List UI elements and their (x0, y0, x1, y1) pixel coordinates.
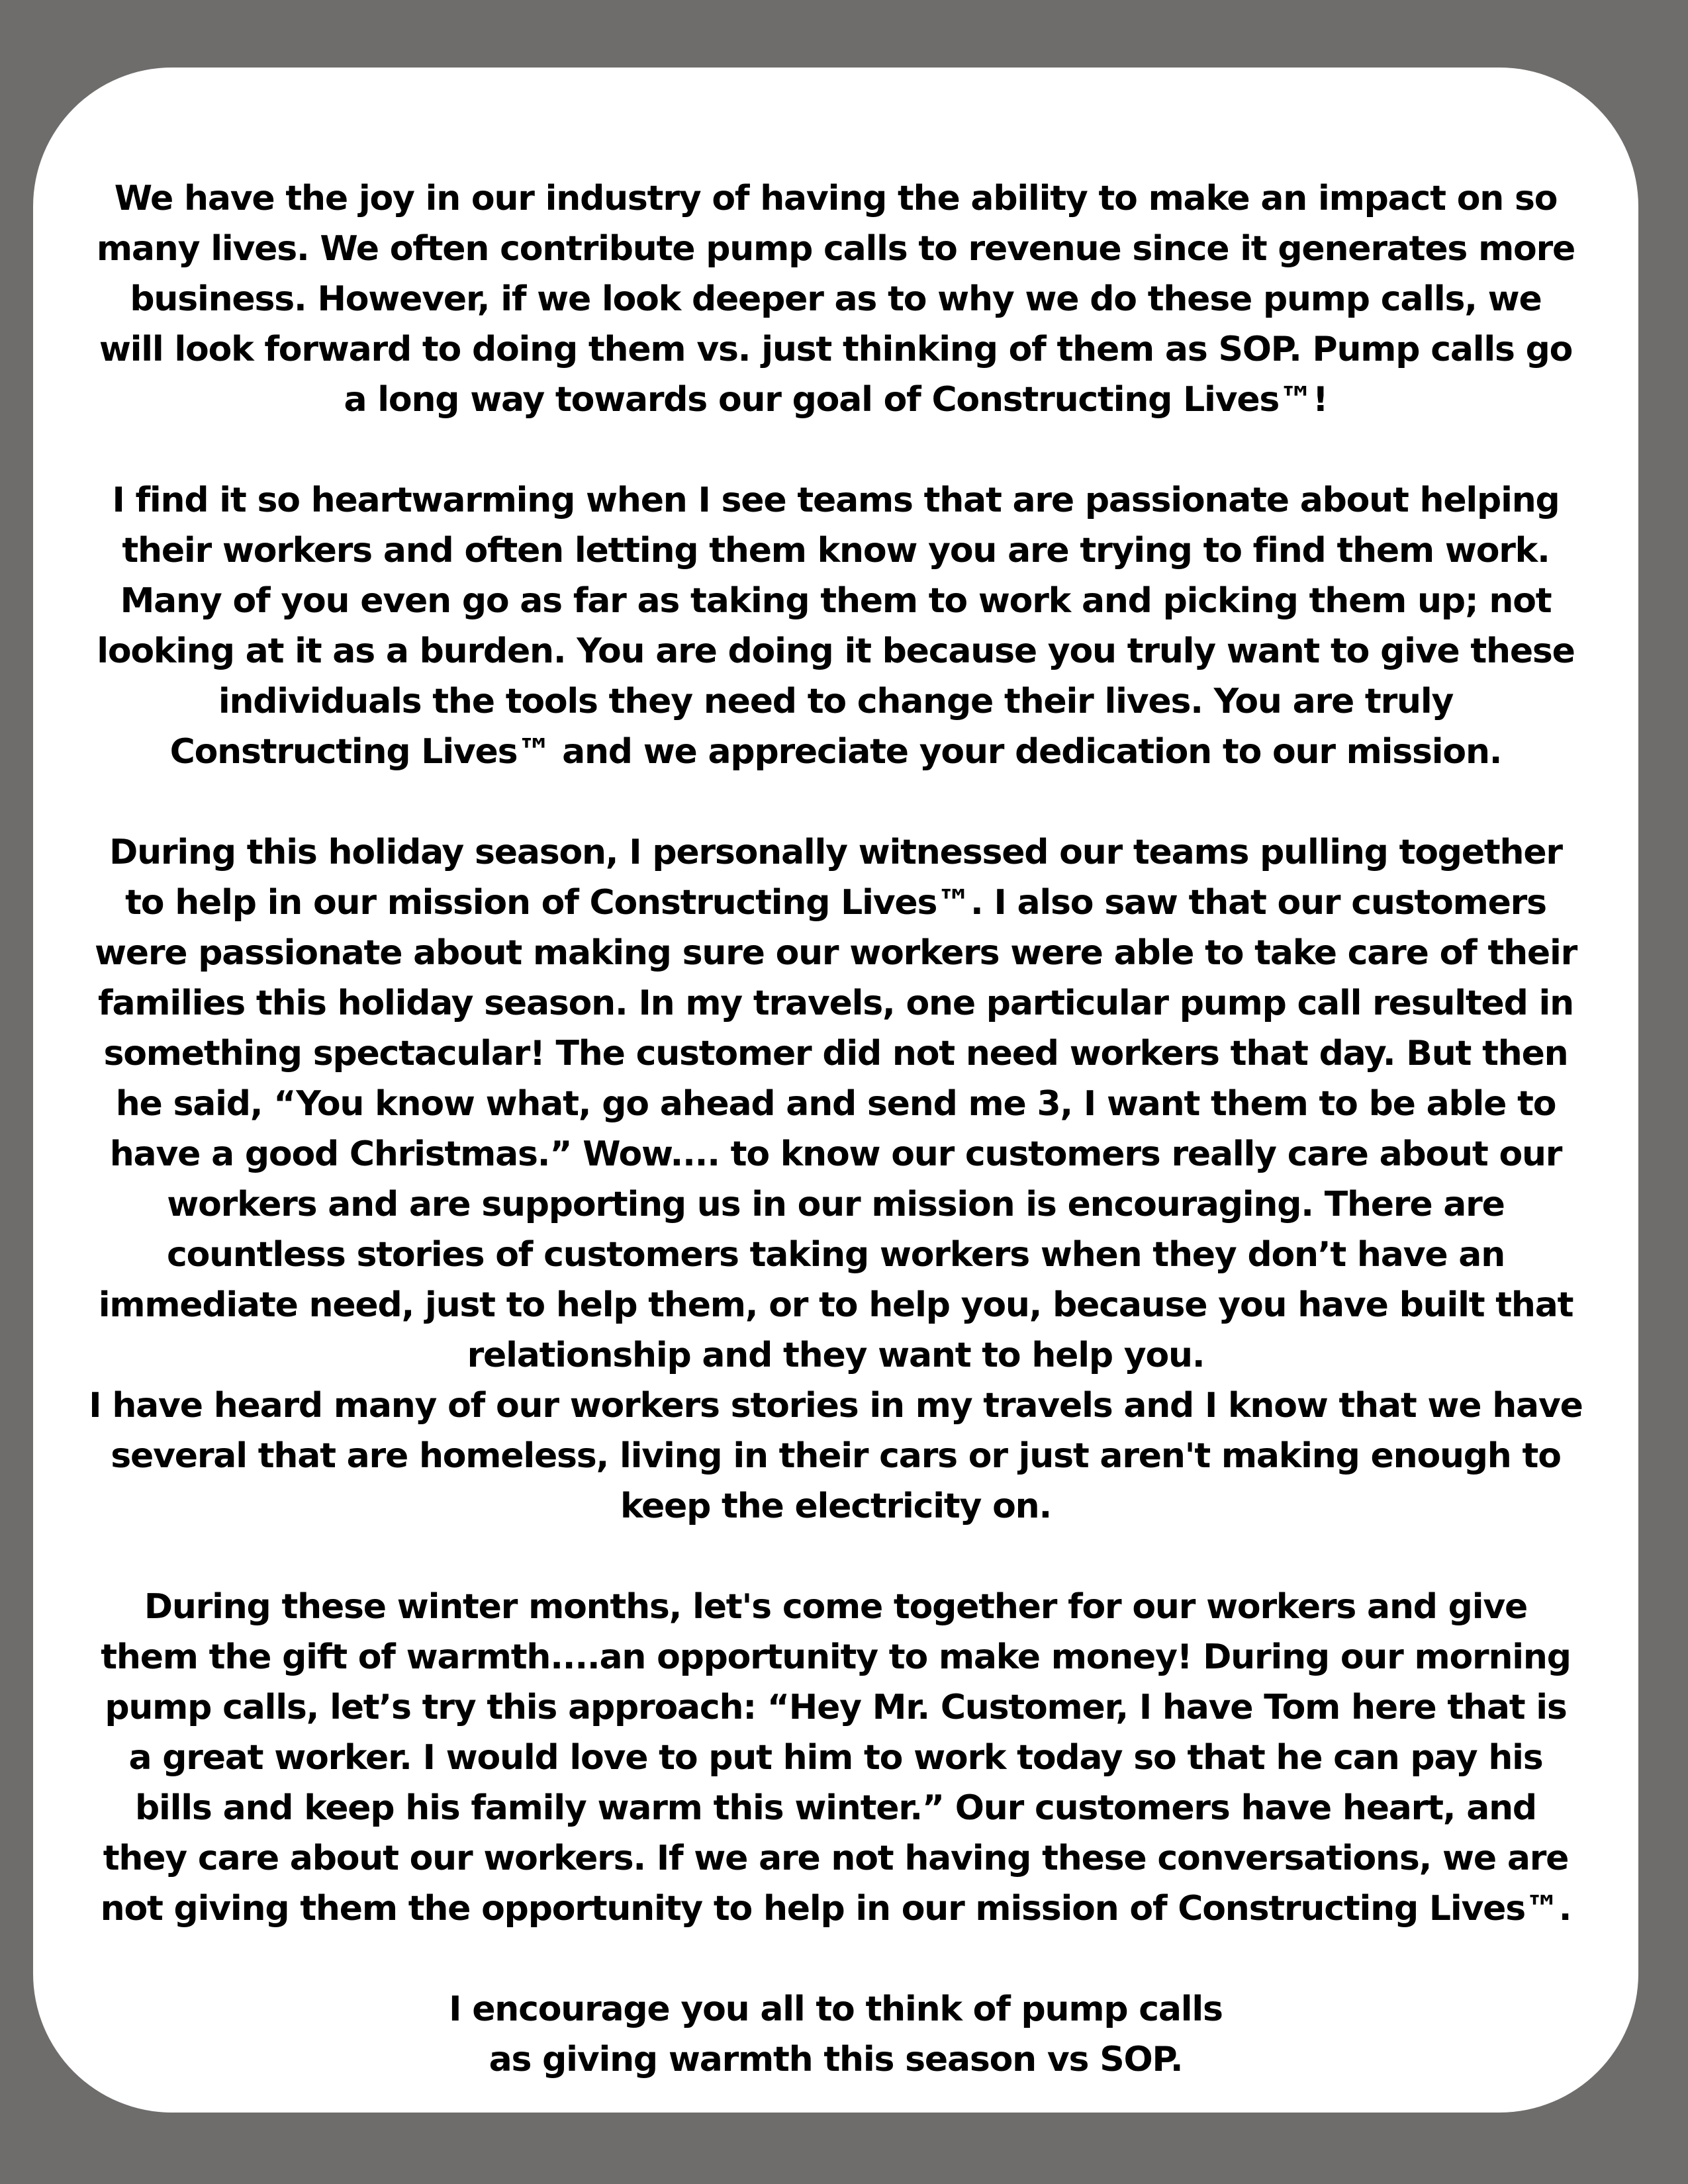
text-line: During this holiday season, I personally witnessed our teams pulling together (109, 833, 1562, 872)
paragraph-4 (60, 1582, 1612, 1934)
text-line: not giving them the opportunity to help in our mission of Constructing Lives™. (100, 1889, 1571, 1929)
text-line: countless stories of customers taking workers when they don’t have an (166, 1235, 1505, 1275)
text-line: were passionate about making sure our workers were able to take care of their (94, 933, 1577, 973)
paragraph-1 (60, 173, 1612, 425)
text-line: I find it so heartwarming when I see teams that are passionate about helping (112, 480, 1560, 520)
text-line: bills and keep his family warm this winter.” Our customers have heart, and (135, 1788, 1536, 1828)
text-line: families this holiday season. In my travels, one particular pump call resulted in (98, 983, 1573, 1023)
paragraph-5 (60, 1984, 1612, 2085)
text-line: a great worker. I would love to put him to work today so that he can pay his (128, 1738, 1543, 1778)
text-line: pump calls, let’s try this approach: “Hey Mr. Customer, I have Tom here that is (105, 1688, 1567, 1727)
paragraph-2 (60, 475, 1612, 777)
text-line: looking at it as a burden. You are doing it because you truly want to give these (97, 631, 1575, 671)
text-line: individuals the tools they need to change their lives. You are truly (218, 682, 1454, 721)
text-line: Many of you even go as far as taking them to work and picking them up; not (120, 581, 1552, 621)
paragraph-gap (60, 1531, 1612, 1582)
text-line: them the gift of warmth....an opportunity to make money! During our morning (101, 1637, 1571, 1677)
text-line: their workers and often letting them know you are trying to find them work. (122, 531, 1550, 570)
text-line: will look forward to doing them vs. just thinking of them as SOP. Pump calls go (99, 330, 1573, 369)
text-line: business. However, if we look deeper as to why we do these pump calls, we (130, 279, 1542, 319)
text-line: We have the joy in our industry of having the ability to make an impact on so (114, 179, 1558, 218)
text-line: many lives. We often contribute pump calls to revenue since it generates more (96, 229, 1575, 269)
text-line: a long way towards our goal of Constructing Lives™! (344, 380, 1328, 420)
paragraph-gap (60, 777, 1612, 827)
text-line: relationship and they want to help you. (467, 1336, 1205, 1375)
paragraph-gap (60, 425, 1612, 475)
text-line: have a good Christmas.” Wow.... to know our customers really care about our (109, 1134, 1562, 1174)
text-line: I encourage you all to think of pump calls (449, 1989, 1223, 2029)
text-line: they care about our workers. If we are not having these conversations, we are (103, 1839, 1569, 1878)
text-line: Constructing Lives™ and we appreciate your dedication to our mission. (169, 732, 1502, 772)
text-line: something spectacular! The customer did not need workers that day. But then (103, 1034, 1568, 1073)
text-line: several that are homeless, living in their cars or just aren't making enough to (111, 1436, 1561, 1476)
text-line: immediate need, just to help them, or to help you, because you have built that (98, 1285, 1573, 1325)
letter-body (60, 173, 1612, 2085)
paragraph-gap (60, 1934, 1612, 1984)
paragraph-3 (60, 827, 1612, 1531)
text-line: During these winter months, let's come together for our workers and give (144, 1587, 1528, 1627)
letter-card (33, 68, 1638, 2113)
text-line: I have heard many of our workers stories in my travels and I know that we have (89, 1386, 1583, 1426)
text-line: to help in our mission of Constructing Lives™. I also saw that our customers (125, 883, 1546, 923)
text-line: workers and are supporting us in our mission is encouraging. There are (167, 1185, 1505, 1224)
text-line: as giving warmth this season vs SOP. (489, 2040, 1183, 2079)
text-line: he said, “You know what, go ahead and send me 3, I want them to be able to (115, 1084, 1556, 1124)
text-line: keep the electricity on. (620, 1486, 1051, 1526)
